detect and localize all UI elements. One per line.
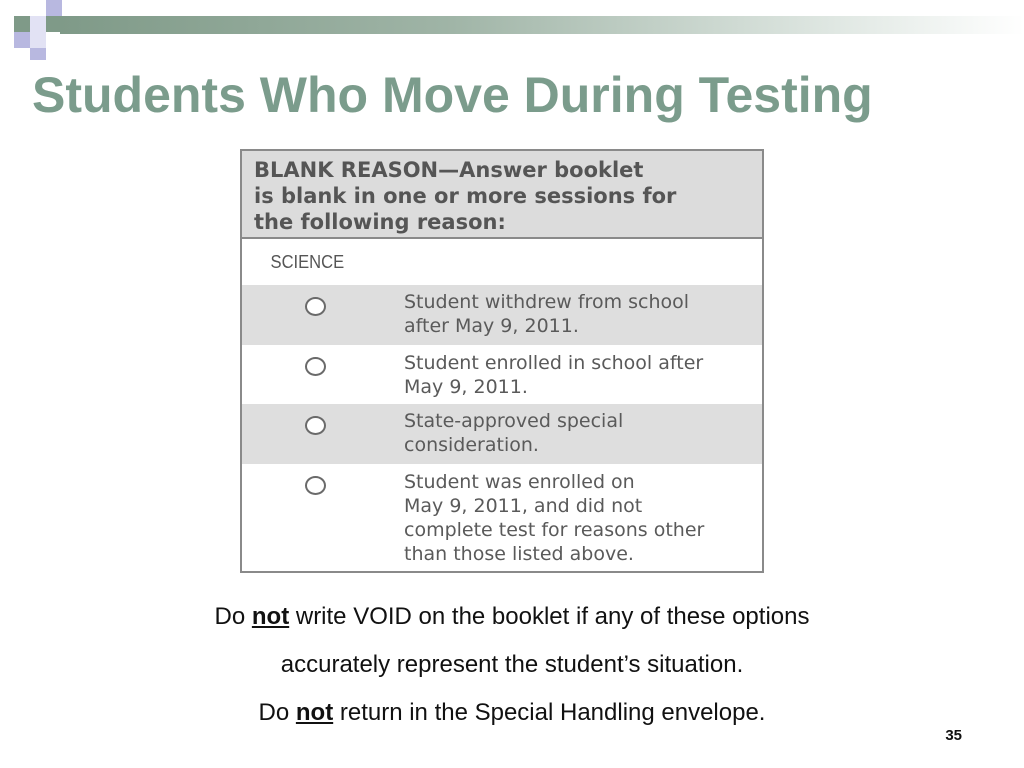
option-line: Student was enrolled on (404, 471, 635, 493)
form-option-text (404, 290, 752, 338)
form-option-text (404, 409, 752, 457)
emphasis-not: not (251, 603, 290, 630)
form-header-line: BLANK REASON—Answer booklet (254, 158, 644, 182)
radio-bubble-icon (305, 357, 326, 376)
form-option-row (242, 345, 762, 404)
option-line: complete test for reasons other (404, 519, 705, 541)
radio-bubble-icon (305, 476, 326, 495)
form-header-line: the following reason: (254, 210, 506, 234)
header-gradient-bar (60, 16, 1024, 34)
deco-square (46, 0, 62, 16)
page-number: 35 (945, 727, 962, 744)
radio-bubble-icon (305, 297, 326, 316)
form-option-text (404, 351, 752, 399)
emphasis-not: not (295, 699, 334, 726)
note-line-1 (0, 603, 1024, 631)
option-line: consideration. (404, 434, 539, 456)
option-line: after May 9, 2011. (404, 315, 579, 337)
form-option-row (242, 404, 762, 464)
deco-square (30, 48, 46, 60)
deco-square (30, 16, 46, 32)
option-line: May 9, 2011, and did not (404, 495, 643, 517)
form-subject-label: SCIENCE (270, 252, 345, 272)
form-header (242, 151, 762, 239)
deco-square (46, 16, 62, 32)
deco-square (14, 32, 30, 48)
note-text: Do (258, 699, 296, 726)
option-line: May 9, 2011. (404, 376, 528, 398)
form-header-line: is blank in one or more sessions for (254, 184, 677, 208)
option-line: Student withdrew from school (404, 291, 690, 313)
note-text: Do (214, 603, 252, 630)
form-option-row (242, 464, 762, 571)
option-line: Student enrolled in school after (404, 352, 704, 374)
note-text: return in the Special Handling envelope. (333, 699, 766, 726)
deco-square (14, 16, 30, 32)
note-text: write VOID on the booklet if any of these options (289, 603, 810, 630)
form-option-row (242, 285, 762, 345)
option-line: than those listed above. (404, 543, 634, 565)
deco-square (30, 32, 46, 48)
form-option-text (404, 470, 752, 566)
slide-title: Students Who Move During Testing (32, 67, 873, 123)
note-line-3 (0, 699, 1024, 727)
radio-bubble-icon (305, 416, 326, 435)
note-line-2: accurately represent the student’s situation. (280, 651, 744, 678)
option-line: State-approved special (404, 410, 624, 432)
blank-reason-form-image (240, 149, 764, 573)
